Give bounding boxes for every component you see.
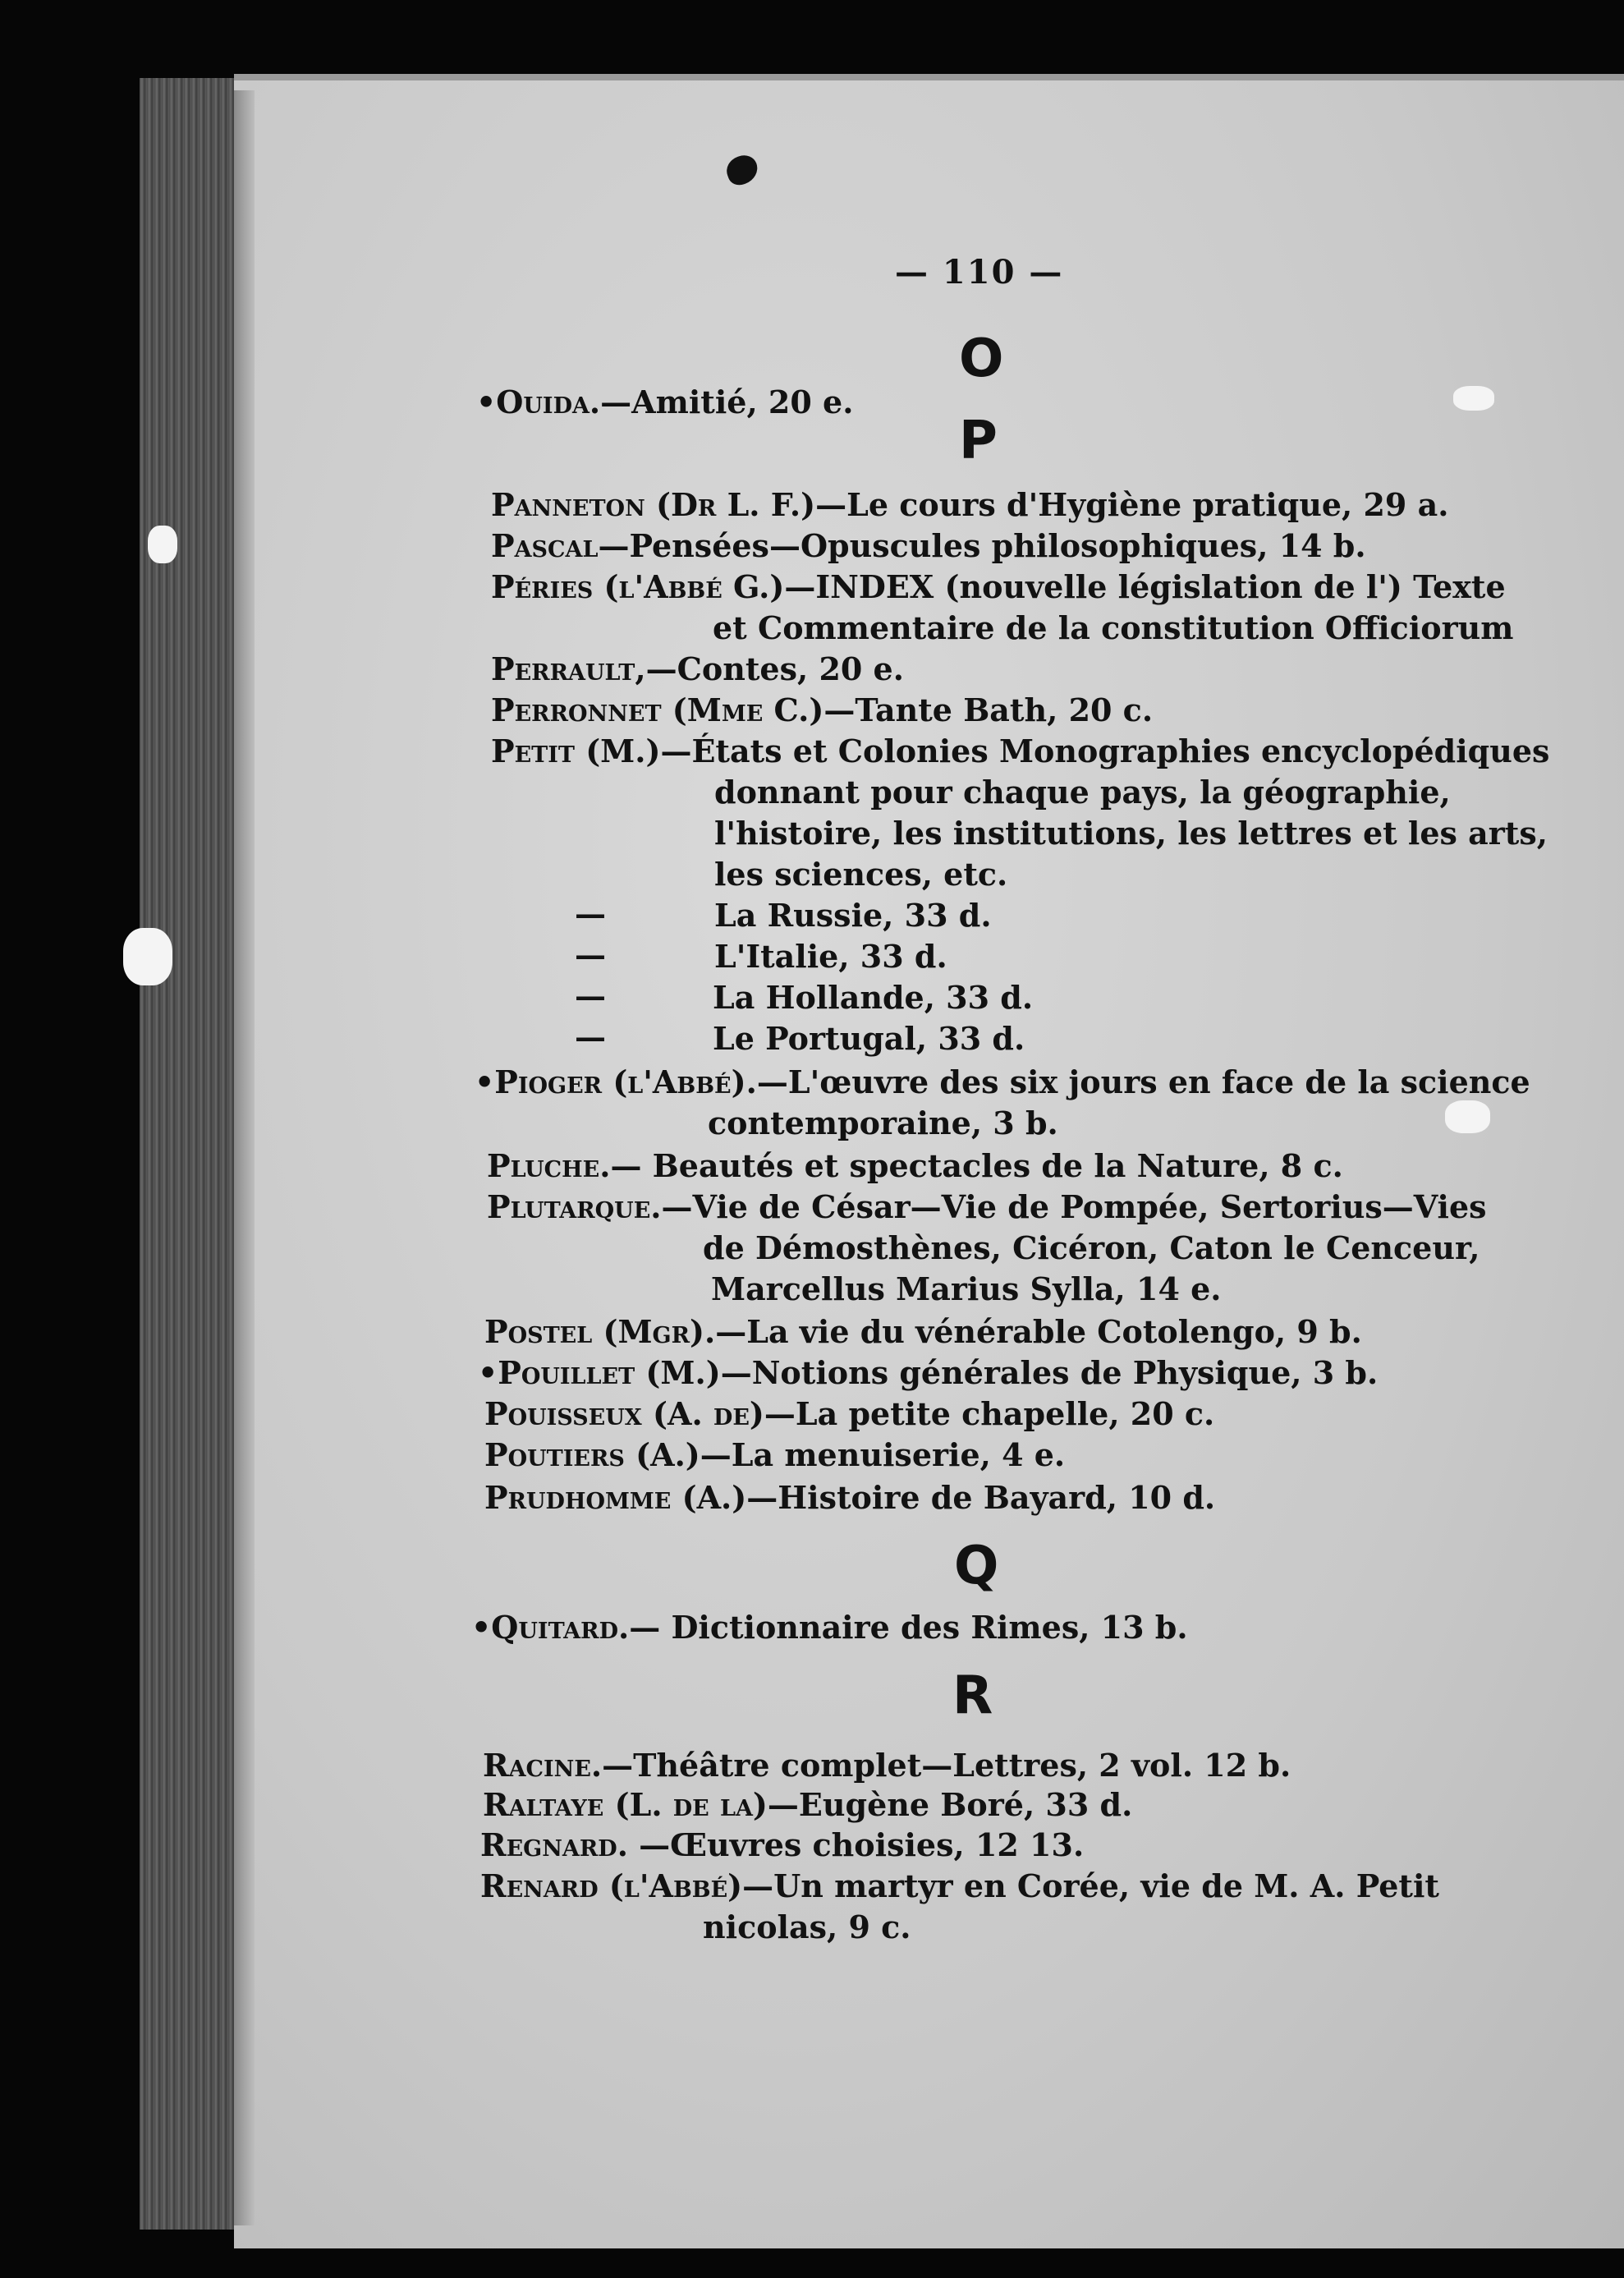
entry-line: Regnard. —Œuvres choisies, 12 13. [480, 1826, 1085, 1863]
entry-continuation: l'histoire, les institutions, les lettres et les arts, [714, 815, 1548, 852]
entry-line: La Russie, 33 d. [714, 897, 992, 934]
entry-line: La Hollande, 33 d. [713, 979, 1034, 1016]
section-letter-r: R [952, 1665, 993, 1726]
entry-continuation: contemporaine, 3 b. [708, 1105, 1058, 1141]
entry-line: •Pouillet (M.)—Notions générales de Physique, 3 b. [478, 1354, 1379, 1391]
entry-line: Plutarque.—Vie de César—Vie de Pompée, Sertorius—Vies [487, 1188, 1487, 1225]
entry-line: Postel (Mgr).—La vie du vénérable Cotolengo, 9 b. [484, 1313, 1362, 1350]
entry-line: Poutiers (A.)—La menuiserie, 4 e. [484, 1436, 1066, 1473]
entry-continuation: nicolas, 9 c. [703, 1908, 911, 1945]
entry-continuation: les sciences, etc. [714, 856, 1008, 893]
entry-line: Petit (M.)—États et Colonies Monographies encyclopédiques [491, 733, 1550, 769]
entry-line: Pluche.— Beautés et spectacles de la Nature, 8 c. [487, 1147, 1343, 1184]
ditto-dash: — [575, 936, 606, 973]
entry-line: •Ouida.—Amitié, 20 e. [476, 383, 854, 420]
entry-continuation: Marcellus Marius Sylla, 14 e. [711, 1270, 1222, 1307]
entry-line: Péries (l'Abbé G.)—INDEX (nouvelle législation de l') Texte [491, 568, 1506, 605]
entry-continuation: donnant pour chaque pays, la géographie, [714, 774, 1451, 811]
entry-line: Raltaye (L. de la)—Eugène Boré, 33 d. [483, 1786, 1133, 1823]
page-number: — 110 — [895, 253, 1064, 292]
ditto-dash: — [575, 1018, 606, 1055]
section-letter-p: P [959, 411, 998, 471]
entry-line: Prudhomme (A.)—Histoire de Bayard, 10 d. [484, 1479, 1216, 1516]
entry-line: Pascal—Pensées—Opuscules philosophiques, 14 b. [491, 527, 1366, 564]
entry-continuation: de Démosthènes, Cicéron, Caton le Cenceur, [703, 1229, 1480, 1266]
entry-line: Renard (l'Abbé)—Un martyr en Corée, vie de M. A. Petit [480, 1867, 1439, 1904]
entry-continuation: et Commentaire de la constitution Officiorum [713, 609, 1514, 646]
entry-line: Perrault,—Contes, 20 e. [491, 650, 904, 687]
ditto-dash: — [575, 977, 606, 1014]
entry-line: Perronnet (Mme C.)—Tante Bath, 20 c. [491, 691, 1154, 728]
entry-line: Le Portugal, 33 d. [713, 1020, 1025, 1057]
entry-line: Racine.—Théâtre complet—Lettres, 2 vol. 12 b. [483, 1747, 1291, 1784]
entry-line: •Pioger (l'Abbé).—L'œuvre des six jours en face de la science [475, 1063, 1530, 1100]
section-letter-q: Q [954, 1536, 999, 1596]
entry-line: Pouisseux (A. de)—La petite chapelle, 20 c. [484, 1395, 1215, 1432]
entry-line: •Quitard.— Dictionnaire des Rimes, 13 b. [471, 1609, 1188, 1646]
section-letter-o: O [959, 328, 1004, 389]
ditto-dash: — [575, 895, 606, 932]
entry-line: L'Italie, 33 d. [714, 938, 947, 975]
entry-line: Panneton (Dr L. F.)—Le cours d'Hygiène pratique, 29 a. [491, 486, 1449, 523]
